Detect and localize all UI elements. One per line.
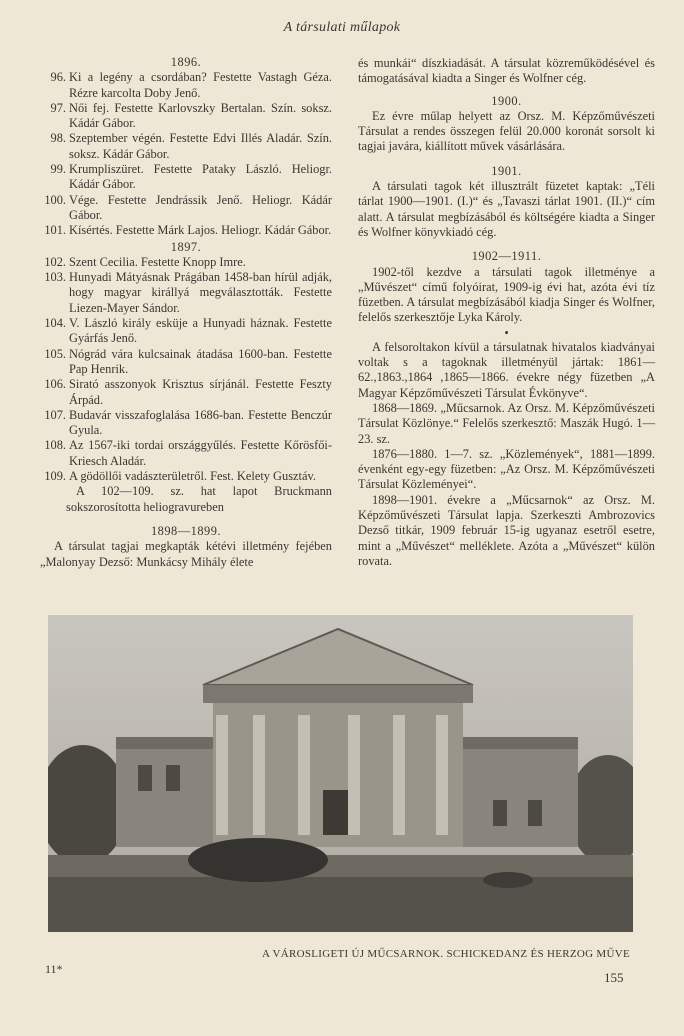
entry-text: Szeptember végén. Festette Edvi Illés Aladár. Szín. soksz. Kádár Gábor. [69,131,332,161]
year-heading-1897: 1897. [170,239,202,254]
catalogue-entry [40,377,332,408]
left-column [40,54,332,570]
note-1897 [40,484,332,515]
paragraph-1902: 1902-től kezdve a társulati tagok illetménye a „Művészet“ című folyóirat, 1909-ig évi hat, azóta évi tíz füzetben. A társulat megbízásából kiadja Singer és Wolfner, felelős szerkesztője Lyka Károly. [358,264,655,325]
entry-text: Szent Cecilia. Festette Knopp Imre. [69,254,246,269]
entry-number: 103. [44,270,66,285]
paragraph-1868: 1868—1869. „Műcsarnok. Az Orsz. M. Képzőművészeti Társulat Közlönye.“ Felelős szerkesztő: Maszák Hugó. 1—23. sz. [358,400,655,446]
catalogue-entry [40,162,332,193]
catalogue-entry [40,408,332,439]
right-column [358,56,655,569]
entry-number: 98. [50,131,66,146]
page-number: 155 [604,970,624,985]
paragraph-1898-cont: és munkái“ díszkiadását. A társulat közreműködésével és támogatásával kiadta a Singer és Wolfner cég. [358,56,655,86]
entry-number: 109. [44,469,66,484]
year-heading-1901: 1901. [491,163,522,178]
paragraph-1898: A társulat tagjai megkapták kétévi illetmény fejében „Malonyay Dezső: Munkácsy Mihály élete [40,539,332,569]
entry-number: 99. [50,162,66,177]
entry-text: Vége. Festette Jendrássik Jenő. Heliogr. Kádár Gábor. [69,192,332,222]
year-heading-1900: 1900. [491,93,522,108]
entry-text: Krumpliszüret. Festette Pataky László. Heliogr. Kádár Gábor. [69,162,332,192]
paragraph-1898b: 1898—1901. évekre a „Műcsarnok“ az Orsz. M. Képzőművészeti Társulat lapja. Szerkeszti Ambrozovics Dezső titkár, 1909 február 15-ig ugyanaz esetről esetre, mint a „Művészet“ melléklete. Azóta a „Művészet“ külön rovata. [358,492,655,568]
entries-1897 [40,255,332,484]
entry-text: Az 1567-iki tordai országgyűlés. Festette Kőrösfői-Kriesch Aladár. [69,438,332,468]
catalogue-entry [40,131,332,162]
catalogue-entry [40,101,332,132]
entry-text: Hunyadi Mátyásnak Prágában 1458-ban hírül adják, hogy magyar királlyá megválasztották. Festette Liezen-Mayer Sándor. [69,270,332,315]
catalogue-entry [40,270,332,316]
entry-text: Női fej. Festette Karlovszky Bertalan. Szín. soksz. Kádár Gábor. [69,100,332,131]
signature-mark: 11* [45,962,63,976]
catalogue-entry [40,469,332,484]
paragraph-1900: Ez évre műlap helyett az Orsz. M. Képzőművészeti Társulat a rendes összegen felül 20.000 koronát sorsolt ki tagjai javára, kiállított művek vásárlására. [358,108,655,154]
entry-text: Kísértés. Festette Márk Lajos. Heliogr. Kádár Gábor. [69,223,332,238]
entry-number: 106. [44,377,66,392]
paragraph-1901: A társulati tagok két illusztrált füzetet kaptak: „Téli tárlat 1900—1901. (I.)“ és „Tavaszi tárlat 1901. (II.)“ cím alatt. A társulat megbízásából és költségére kiadta a Singer és Wolfner könyvkiadó cég. [358,179,655,239]
note-text: A 102—109. sz. hat lapot Bruckmann sokszorosította heliogravureben [66,484,332,514]
entry-text: Sirató asszonyok Krisztus sírjánál. Festette Feszty Árpád. [69,377,332,407]
catalogue-entry [40,193,332,224]
separator: • [504,325,509,340]
running-header: A társulati műlapok [283,20,401,35]
entry-text: A gödöllői vadászterületről. Fest. Kelety Gusztáv. [69,469,316,484]
entry-number: 102. [44,254,66,269]
entry-text: Budavár visszafoglalása 1686-ban. Festette Benczúr Gyula. [69,407,332,438]
catalogue-entry [40,223,332,238]
figure-caption: A VÁROSLIGETI ÚJ MŰCSARNOK. SCHICKEDANZ ÉS HERZOG MŰVE [262,948,631,960]
entry-number: 107. [44,407,66,422]
year-heading-1902: 1902—1911. [471,249,542,264]
paragraph-other: A felsoroltakon kívül a társulatnak hivatalos kiadványai voltak s a tagoknak illetményül jártak: 1861—62.,1863.,1864 ,1865—1866. évekre négy füzetben „A Magyar Képzőművészeti Társulat Évkönyve“. [358,339,655,400]
year-heading-1896: 1896. [170,55,202,69]
catalogue-entry [40,438,332,469]
entry-text: Nógrád vára kulcsainak átadása 1600-ban. Festette Pap Henrik. [69,346,332,376]
catalogue-entry [40,316,332,347]
entry-number: 96. [50,70,66,85]
catalogue-entry [40,70,332,101]
year-heading-1898: 1898—1899. [150,523,222,538]
entry-number: 105. [44,346,66,361]
entry-number: 108. [44,438,66,453]
entry-number: 100. [44,192,66,207]
entry-number: 97. [50,100,66,115]
catalogue-entry [40,255,332,270]
entry-number: 104. [44,316,66,331]
mucsarnok-photograph [48,615,633,932]
paragraph-1876: 1876—1880. 1—7. sz. „Közlemények“, 1881—1899. évenként egy-egy füzetben: „Az Orsz. M. Képzőművészeti Társulat Közleményei“. [358,446,655,492]
entry-text: Ki a legény a csordában? Festette Vastagh Géza. Rézre karcolta Doby Jenő. [69,70,332,100]
entry-number: 101. [44,223,66,238]
catalogue-entry [40,347,332,378]
entry-text: V. László király esküje a Hunyadi háznak. Festette Gyárfás Jenő. [69,316,332,346]
entries-1896 [40,70,332,238]
